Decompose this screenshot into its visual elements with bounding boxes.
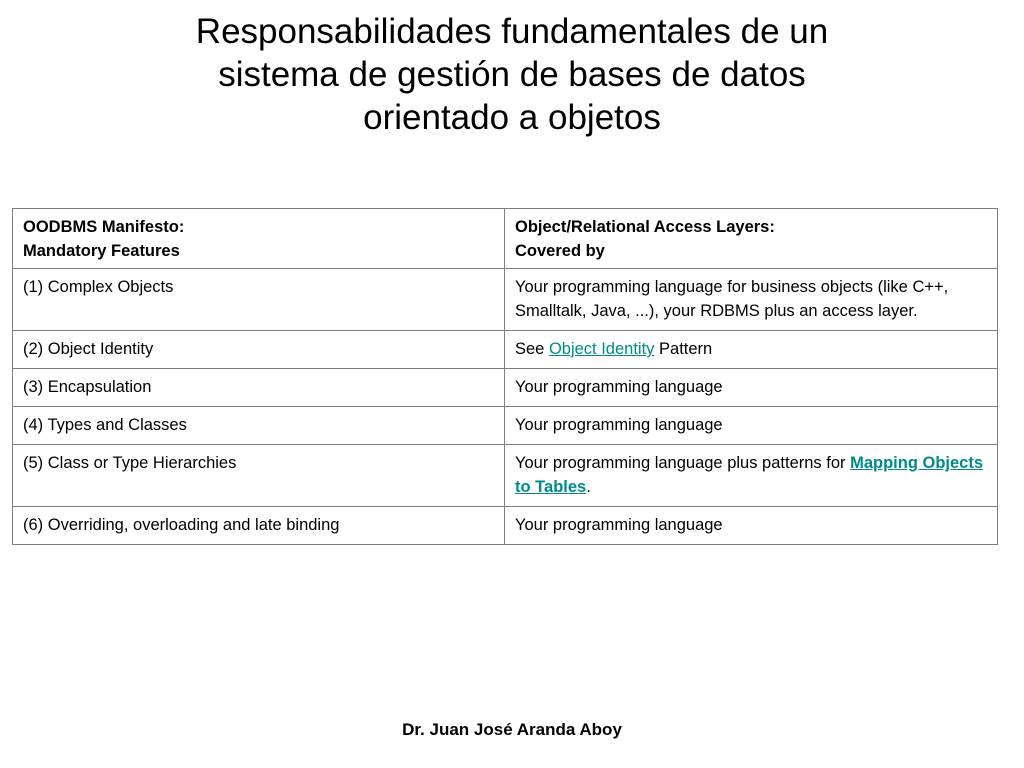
footer-author: Dr. Juan José Aranda Aboy — [402, 720, 622, 739]
title-line-1: Responsabilidades fundamentales de un — [195, 12, 829, 51]
manifesto-table — [12, 208, 998, 545]
table-row — [13, 507, 998, 545]
table-row — [13, 369, 998, 407]
table-row — [13, 269, 998, 331]
feature-cell: (1) Complex Objects — [13, 269, 505, 331]
header-col2-line2: Covered by — [515, 242, 605, 260]
manifesto-table-container — [12, 208, 997, 545]
covered-suffix: . — [586, 478, 591, 496]
header-col1-line1: OODBMS Manifesto: — [23, 218, 185, 236]
covered-cell — [505, 445, 998, 507]
feature-cell: (2) Object Identity — [13, 331, 505, 369]
table-row — [13, 331, 998, 369]
covered-cell: Your programming language for business objects (like C++, Smalltalk, Java, ...), your RDBMS plus an access layer. — [505, 269, 998, 331]
covered-prefix: Your programming language plus patterns for — [515, 454, 851, 472]
mapping-objects-to-tables-link[interactable]: Mapping Objects to Tables — [515, 454, 984, 496]
covered-cell: Your programming language — [505, 507, 998, 545]
feature-cell: (6) Overriding, overloading and late binding — [13, 507, 505, 545]
covered-prefix: See — [515, 340, 549, 358]
feature-cell: (5) Class or Type Hierarchies — [13, 445, 505, 507]
object-identity-link[interactable]: Object Identity — [548, 340, 655, 358]
feature-cell: (3) Encapsulation — [13, 369, 505, 407]
slide-title — [100, 10, 924, 139]
covered-cell: Your programming language — [505, 407, 998, 445]
table-row — [13, 445, 998, 507]
header-mandatory-features — [13, 209, 505, 269]
title-line-3: orientado a objetos — [363, 98, 661, 137]
header-col1-line2: Mandatory Features — [23, 242, 180, 260]
covered-cell: Your programming language — [505, 369, 998, 407]
table-header-row — [13, 209, 998, 269]
table-row — [13, 407, 998, 445]
covered-suffix: Pattern — [654, 340, 713, 358]
header-col2-line1: Object/Relational Access Layers: — [515, 218, 775, 236]
covered-cell — [505, 331, 998, 369]
header-covered-by — [505, 209, 998, 269]
feature-cell: (4) Types and Classes — [13, 407, 505, 445]
title-line-2: sistema de gestión de bases de datos — [218, 55, 806, 94]
